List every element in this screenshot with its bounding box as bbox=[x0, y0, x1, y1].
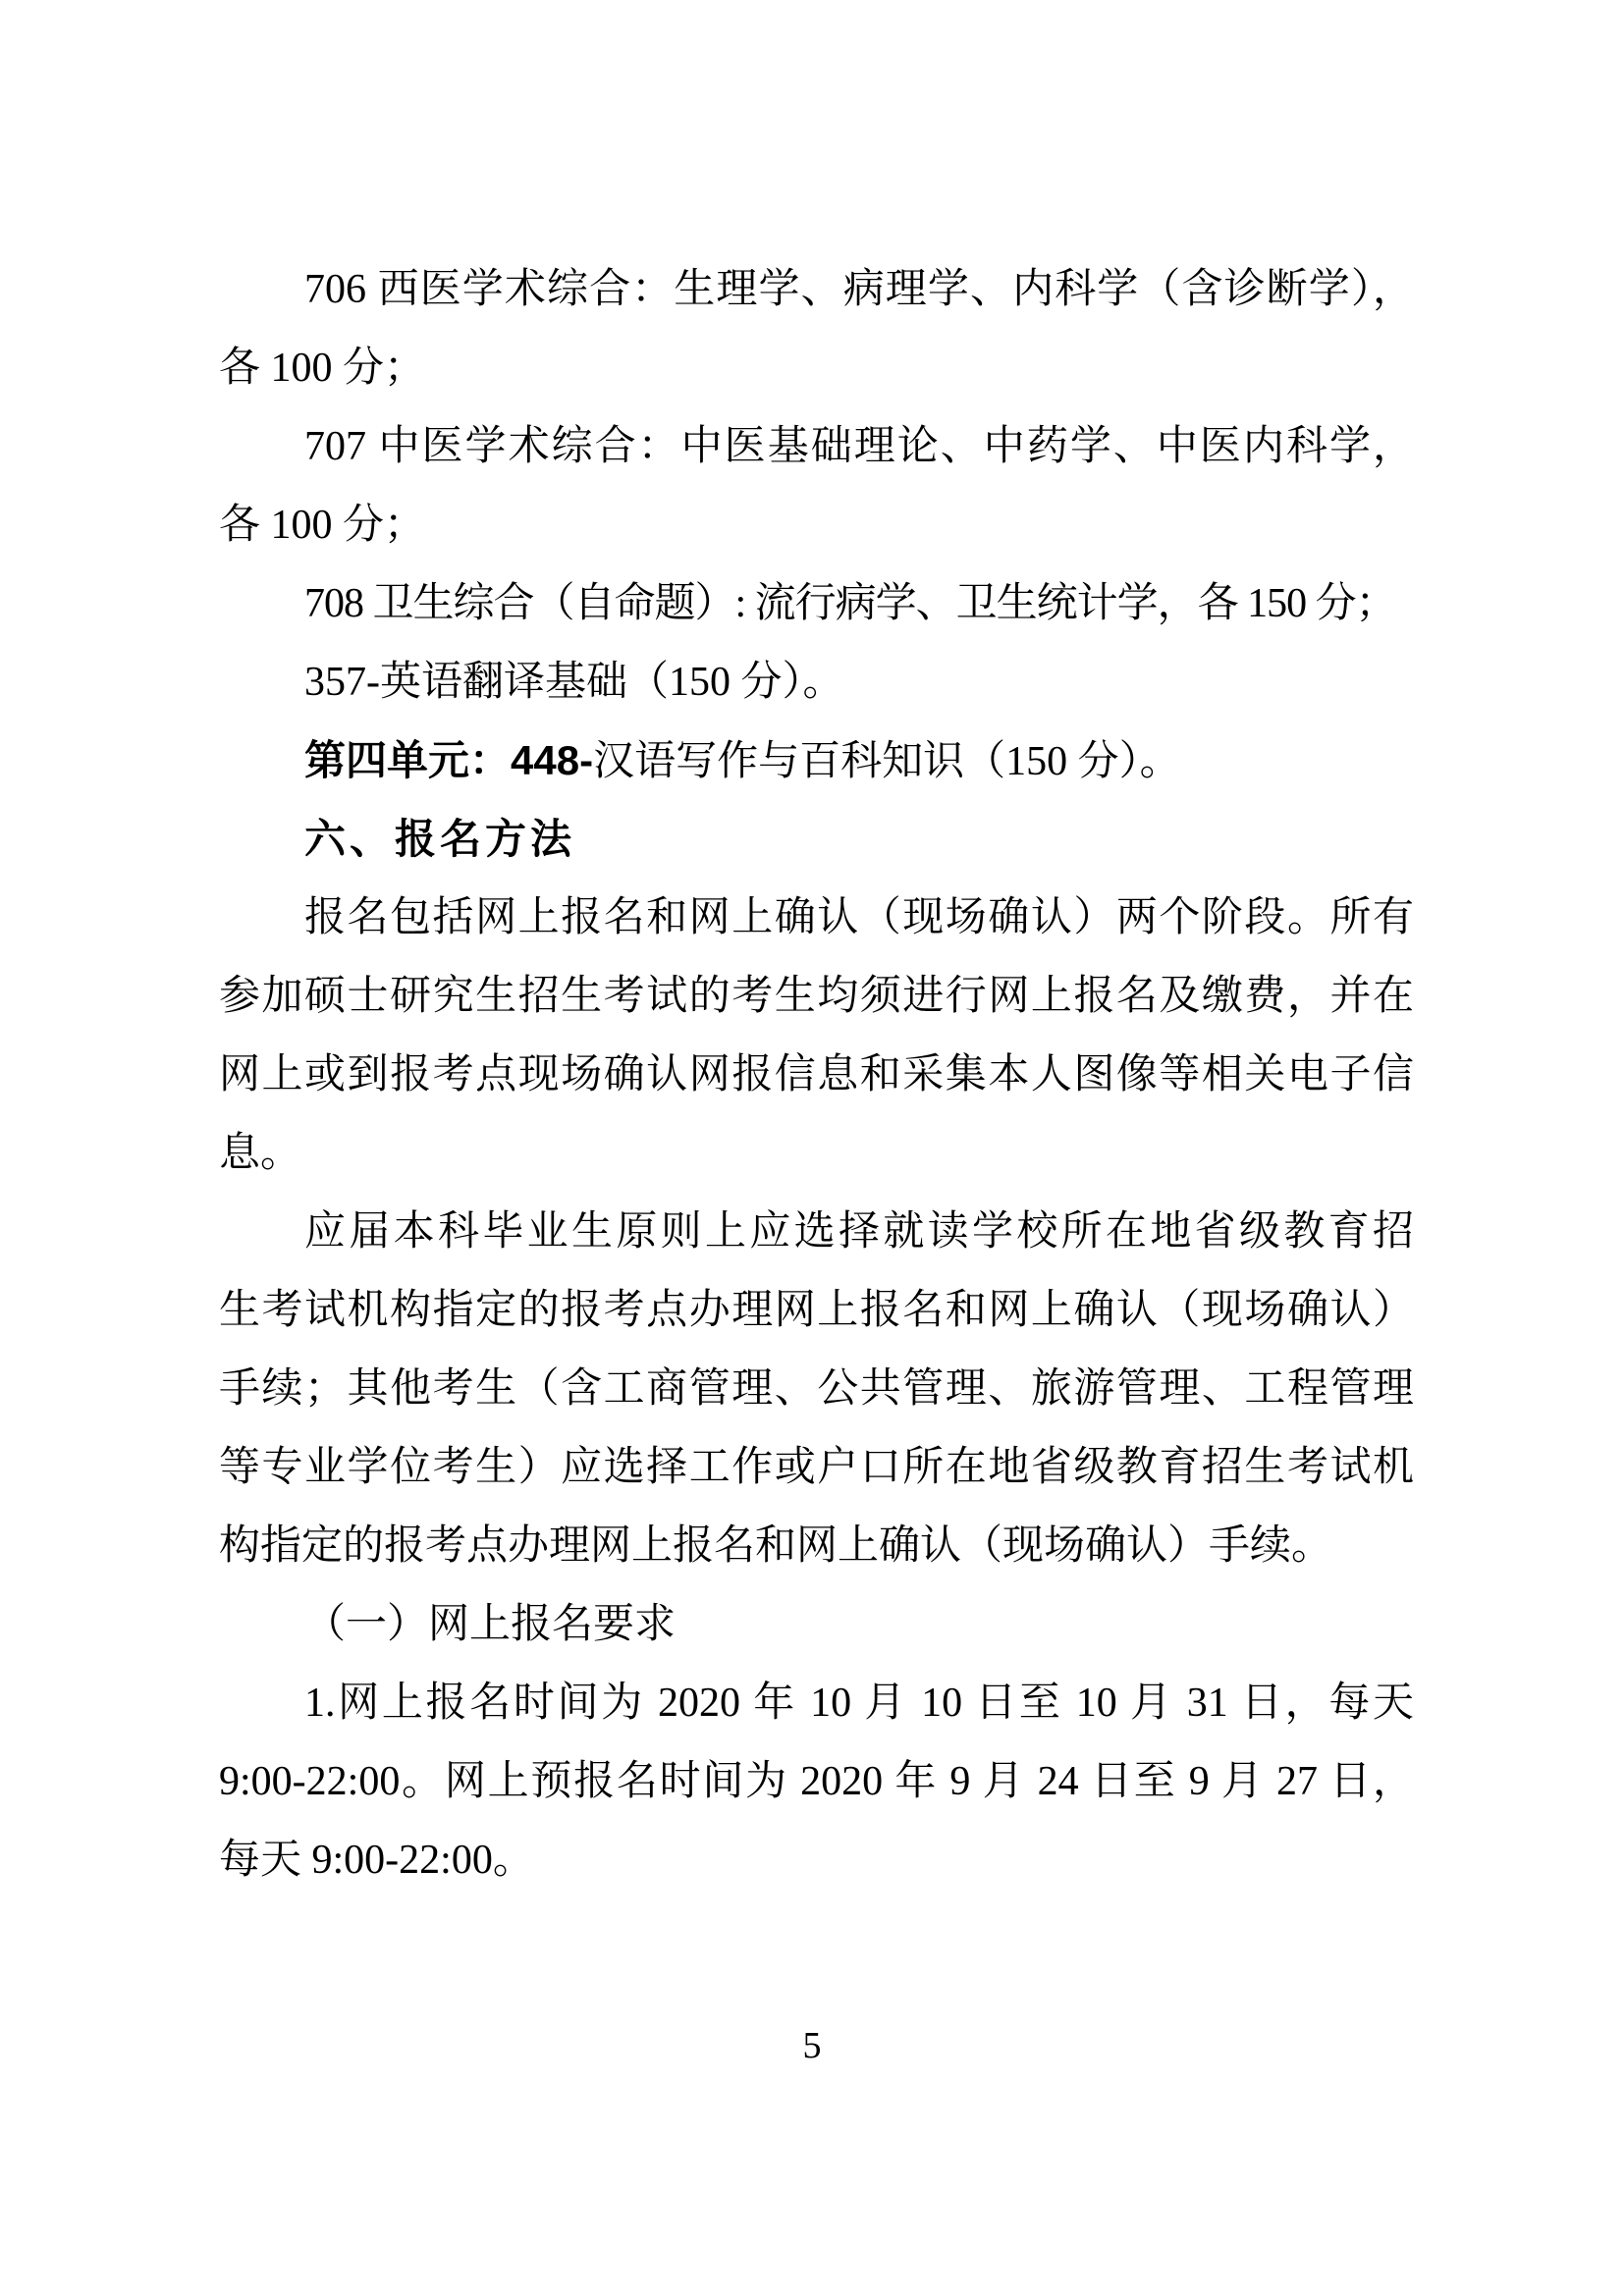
text-line-para1-l2: 参加硕士研究生招生考试的考生均须进行网上报名及缴费，并在 bbox=[219, 974, 1414, 1019]
text-line-subject-706: 706 西医学术综合：生理学、病理学、内科学（含诊断学）， bbox=[304, 267, 1414, 312]
text-line-subject-357: 357-英语翻译基础（150 分）。 bbox=[304, 660, 844, 705]
text-line-subject-708: 708 卫生综合（自命题）: 流行病学、卫生统计学，各 150 分； bbox=[304, 581, 1396, 626]
text-line-para2-l2: 生考试机构指定的报考点办理网上报名和网上确认（现场确认） bbox=[219, 1288, 1414, 1333]
page-number: 5 bbox=[802, 2025, 822, 2066]
text-line-para3-l2: 9:00-22:00。网上预报名时间为 2020 年 9 月 24 日至 9 月 27 日， bbox=[219, 1759, 1414, 1804]
text-line-score-100-b: 各 100 分； bbox=[219, 503, 426, 548]
text-line-para1-l3: 网上或到报考点现场确认网报信息和采集本人图像等相关电子信 bbox=[219, 1052, 1414, 1097]
text-line-unit-4 bbox=[219, 721, 1414, 800]
text-line-para3-l1: 1.网上报名时间为 2020 年 10 月 10 日至 10 月 31 日，每天 bbox=[304, 1681, 1414, 1726]
text-line-score-100-a: 各 100 分； bbox=[219, 346, 426, 391]
text-line-para2-l5: 构指定的报考点办理网上报名和网上确认（现场确认）手续。 bbox=[219, 1523, 1333, 1569]
document-body bbox=[219, 250, 1414, 1899]
subsection-heading-1: （一）网上报名要求 bbox=[304, 1602, 677, 1647]
section-heading-6: 六、报名方法 bbox=[304, 816, 576, 862]
unit-4-bold-run: 第四单元：448- bbox=[304, 737, 594, 783]
text-line-para2-l3: 手续；其他考生（含工商管理、公共管理、旅游管理、工程管理 bbox=[219, 1366, 1414, 1412]
text-line-para3-l3: 每天 9:00-22:00。 bbox=[219, 1838, 534, 1883]
unit-4-regular-run: 汉语写作与百科知识（150 分）。 bbox=[593, 739, 1181, 784]
text-line-subject-707: 707 中医学术综合：中医基础理论、中药学、中医内科学， bbox=[304, 424, 1414, 469]
text-line-para1-l1: 报名包括网上报名和网上确认（现场确认）两个阶段。所有 bbox=[304, 895, 1414, 940]
text-line-para1-l4: 息。 bbox=[219, 1131, 302, 1176]
text-line-para2-l4: 等专业学位考生）应选择工作或户口所在地省级教育招生考试机 bbox=[219, 1445, 1414, 1490]
text-line-para2-l1: 应届本科毕业生原则上应选择就读学校所在地省级教育招 bbox=[304, 1209, 1414, 1255]
